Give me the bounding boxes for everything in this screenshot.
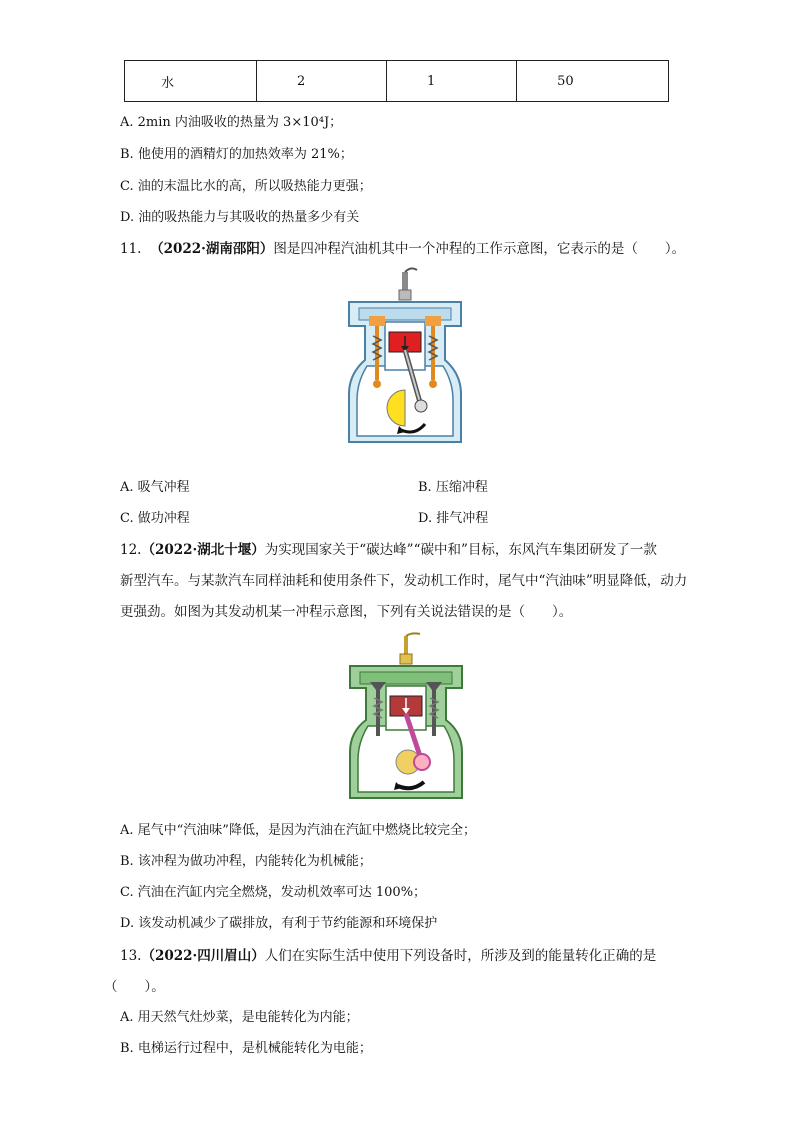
q12-stem-line-2: 新型汽车。与某款汽车同样油耗和使用条件下，发动机工作时，尾气中“汽油味”明显降低，动力 — [120, 573, 688, 589]
q12-option-a: A. 尾气中“汽油味”降低，是因为汽油在汽缸中燃烧比较完全； — [120, 823, 476, 838]
q13-option-b: B. 电梯运行过程中，是机械能转化为电能； — [120, 1041, 372, 1056]
data-table — [124, 60, 669, 102]
q11-option-c: C. 做功冲程 — [120, 511, 190, 526]
q12-option-c: C. 汽油在汽缸内完全燃烧，发动机效率可达 100%； — [120, 885, 427, 900]
table-cell: 1 — [387, 61, 517, 102]
q13-stem-text-1: 人们在实际生活中使用下列设备时，所涉及到的能量转化正确的是 — [264, 948, 657, 964]
q11-stem — [120, 237, 685, 257]
q11-option-d: D. 排气冲程 — [418, 511, 489, 526]
q11-source: （2022·湖南邵阳） — [150, 241, 274, 257]
q10-option-d: D. 油的吸热能力与其吸收的热量多少有关 — [120, 210, 360, 225]
q12-option-b: B. 该冲程为做功冲程，内能转化为机械能； — [120, 854, 372, 869]
q11-option-a: A. 吸气冲程 — [120, 480, 190, 495]
q13-option-a: A. 用天然气灶炒菜，是电能转化为内能； — [120, 1010, 359, 1025]
engine-diagram-1 — [345, 266, 465, 456]
table-cell: 水 — [125, 61, 257, 102]
table-cell: 50 — [517, 61, 669, 102]
q12-stem-line-3: 更强劲。如图为其发动机某一冲程示意图，下列有关说法错误的是（ ）。 — [120, 604, 573, 620]
q10-option-c: C. 油的末温比水的高，所以吸热能力更强； — [120, 179, 372, 194]
q11-stem-text: 图是四冲程汽油机其中一个冲程的工作示意图，它表示的是（ ）。 — [273, 241, 686, 257]
q13-source: （2022·四川眉山） — [141, 948, 265, 964]
q13-stem-line-1 — [120, 944, 656, 964]
engine-diagram-2 — [346, 632, 466, 804]
q10-option-b: B. 他使用的酒精灯的加热效率为 21%； — [120, 147, 353, 162]
q13-stem-line-2: （ ）。 — [104, 979, 165, 995]
table-cell: 2 — [257, 61, 387, 102]
table-row — [125, 61, 669, 102]
q12-stem-line-1 — [120, 538, 657, 558]
q11-option-b: B. 压缩冲程 — [418, 480, 488, 495]
q11-number: 11. — [120, 241, 142, 257]
q12-number: 12. — [120, 542, 142, 558]
q13-number: 13. — [120, 948, 142, 964]
q12-source: （2022·湖北十堰） — [141, 542, 265, 558]
q12-option-d: D. 该发动机减少了碳排放，有利于节约能源和环境保护 — [120, 916, 438, 931]
q12-stem-text-1: 为实现国家关于“碳达峰”“碳中和”目标，东风汽车集团研发了一款 — [264, 542, 657, 558]
q10-option-a: A. 2min 内油吸收的热量为 3×10⁴J； — [120, 115, 343, 130]
